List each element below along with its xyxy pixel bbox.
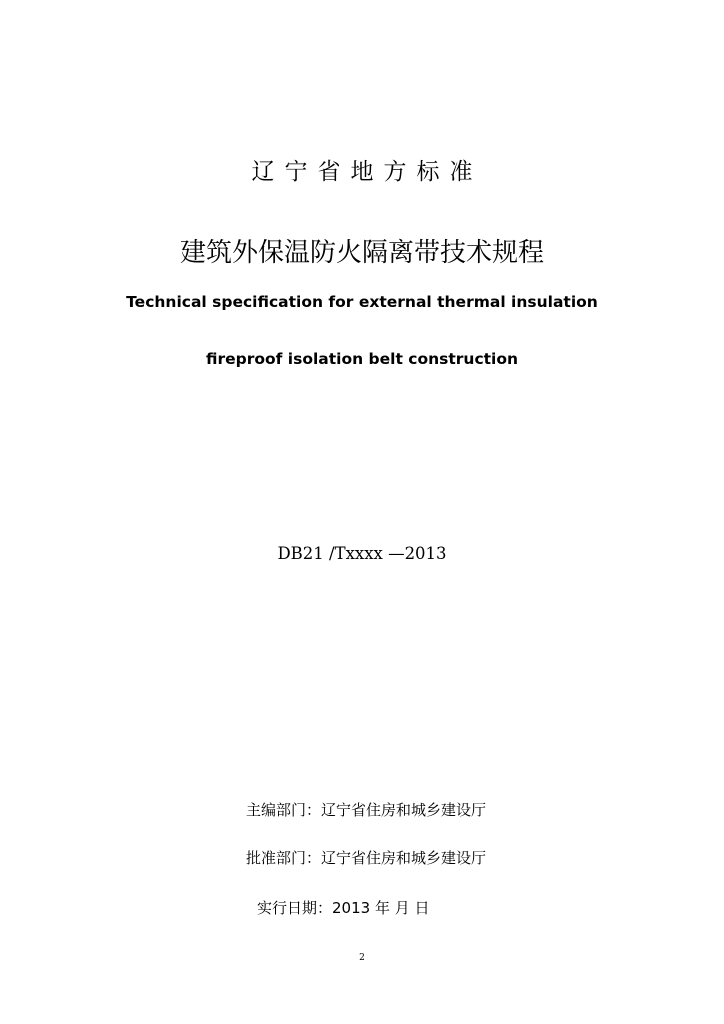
document-title-chinese: 建筑外保温防火隔离带技术规程 — [179, 238, 544, 268]
standard-org-heading: 辽宁省地方标准 — [251, 159, 483, 185]
effective-date: 实行日期：2013 年 月 日 — [257, 899, 430, 917]
standard-code: DB21 /Txxxx —2013 — [277, 544, 447, 563]
editor-department: 主编部门：辽宁省住房和城乡建设厅 — [246, 801, 487, 819]
document-title-english-line-2: fireproof isolation belt construction — [205, 350, 519, 368]
page-number: 2 — [359, 953, 365, 963]
approver-department: 批准部门：辽宁省住房和城乡建设厅 — [246, 849, 487, 867]
document-title-english-line-1: Technical specification for external thermal insulation — [126, 293, 598, 311]
